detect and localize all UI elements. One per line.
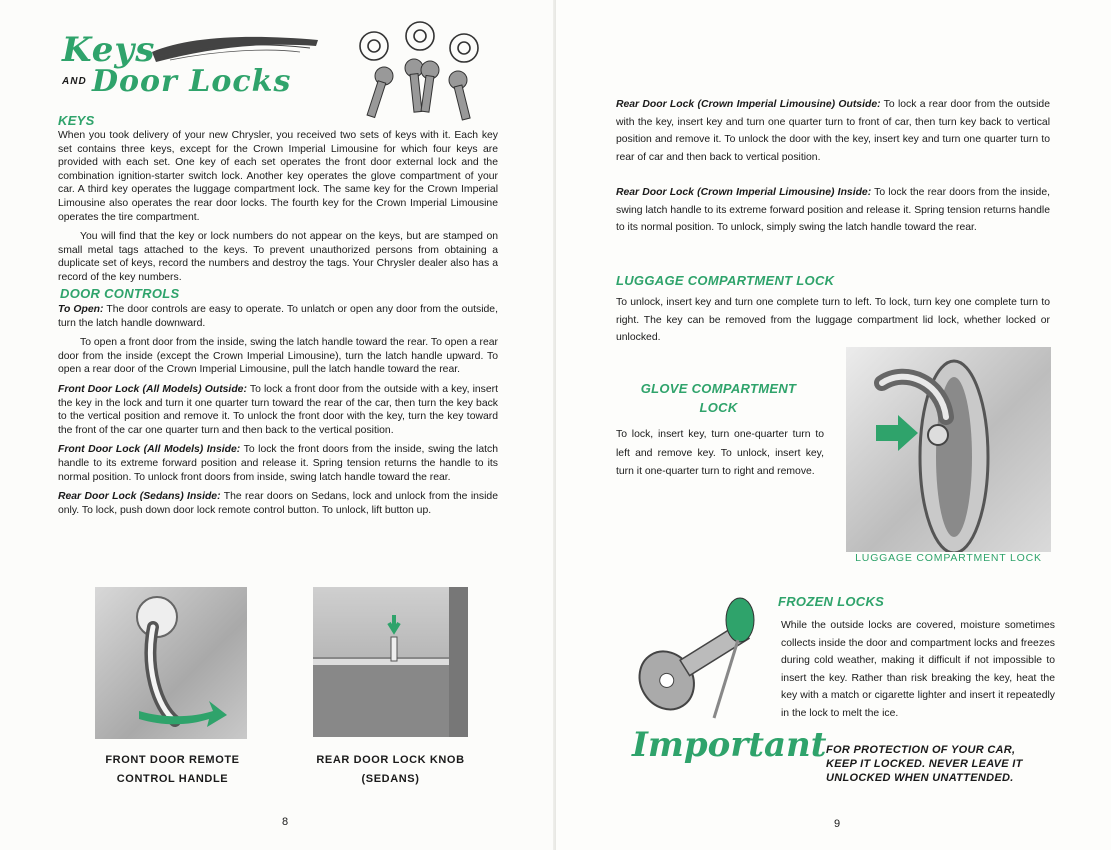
luggage-lock-photo [846, 347, 1051, 552]
to-open-lead: To Open: [58, 304, 104, 315]
keys-paragraph-1: When you took delivery of your new Chrysler, you received two sets of keys with it. Each key set contains three keys, except for the Crown Imperial Limousine for which four keys are provided with each set. One key of each set operates the front door external lock and the combination ignition-starter switch lock. Another key operates the glove compartment of your car. A third key operates the luggage compartment lock. The same key for the Crown Imperial Limousine also operates the rear door locks. The fourth key for the Crown Imperial Limousine operates the tire compartment. [58, 130, 498, 223]
keys-paragraph-2: You will find that the key or lock numbers do not appear on the keys, but are stamped on small metal tags attached to the keys. To prevent unauthorized persons from obtaining a duplicate set of keys, record the numbers and destroy the tags. Your Chrysler dealer also has a record of the key numbers. [58, 231, 498, 283]
limousine-section [616, 96, 1050, 237]
frozen-text: While the outside locks are covered, moisture sometimes collects inside the door and compartment locks and freezes during cold weather, making it difficult if not impossible to insert the key. Rather than risk breaking the key, heat the key with a match or cigarette lighter and insert it repeatedly in the lock to melt the ice. [781, 620, 1055, 719]
title-door-locks: Door Locks [92, 64, 292, 99]
keys-section [58, 129, 498, 285]
luggage-text: To unlock, insert key and turn one complete turn to left. To lock, turn key one complete turn to right. The key can be removed from the luggage compartment lid lock, whether locked or unlocked. [616, 297, 1050, 343]
glove-heading: GLOVE COMPARTMENT LOCK [640, 381, 797, 415]
glove-text: To lock, insert key, turn one-quarter turn to left and remove key. To unlock, insert key, turn it one-quarter turn to right and remove. [616, 429, 824, 477]
frozen-heading: FROZEN LOCKS [778, 594, 885, 609]
caption-front-door: FRONT DOOR REMOTE CONTROL HANDLE [105, 754, 240, 785]
keys-heading: KEYS [58, 113, 95, 128]
caption-rear-door: REAR DOOR LOCK KNOB (SEDANS) [316, 754, 465, 785]
door-handle-photo [95, 587, 247, 739]
title-and: AND [62, 76, 87, 87]
limo-inside-paragraph: Rear Door Lock (Crown Imperial Limousine) Inside: To lock the rear doors from the inside, swing latch handle to its extreme forward position and release it. Spring tension returns handle to its normal position. To unlock, simply swing the latch handle toward the rear. [616, 187, 1050, 233]
lock-knob-photo [313, 587, 468, 737]
page-number-right: 9 [834, 818, 841, 830]
front-inside-paragraph: Front Door Lock (All Models) Inside: To lock the front doors from the inside, swing the latch handle to its extreme forward position and release it. Spring tension returns the handle to its normal position. To unlock front doors from inside, swing latch handle toward the rear. [58, 444, 499, 483]
luggage-heading: LUGGAGE COMPARTMENT LOCK [616, 273, 835, 288]
door-controls-section [58, 303, 498, 517]
rear-sedan-paragraph: Rear Door Lock (Sedans) Inside: The rear doors on Sedans, lock and unlock from the inside only. To lock, push down door lock remote control button. To unlock, lift button up. [58, 491, 498, 516]
title-keys: Keys [62, 30, 156, 70]
page-number-left: 8 [282, 816, 289, 828]
important-note: FOR PROTECTION OF YOUR CAR, KEEP IT LOCKED. NEVER LEAVE IT UNLOCKED WHEN UNATTENDED. [826, 744, 1023, 784]
luggage-caption: LUGGAGE COMPARTMENT LOCK [855, 552, 1042, 564]
right-page [556, 0, 1111, 850]
important-script: Important [632, 725, 827, 765]
to-open-paragraph: To Open: The door controls are easy to operate. To unlatch or open any door from the outside, turn the latch handle downward. [58, 304, 498, 329]
limo-outside-paragraph: Rear Door Lock (Crown Imperial Limousine) Outside: To lock a rear door from the outside with the key, insert key and turn one quarter turn to front of car, then turn key back to vertical position and remove it. To unlock the door with the key, insert key and turn one quarter turn to rear of car and then back to vertical position. [616, 99, 1050, 163]
frozen-key-illustration-icon [628, 590, 768, 720]
front-outside-paragraph: Front Door Lock (All Models) Outside: To lock a front door from the outside with a key, insert the key in the lock and turn it one quarter turn toward the rear of the car, then turn the key back to the vertical position and remove it. To unlock the front door with the key, turn the key toward the front of the car one quarter turn and then back to the vertical position. [58, 383, 499, 436]
door-controls-heading: DOOR CONTROLS [60, 286, 180, 301]
to-open-paragraph-2: To open a front door from the inside, swing the latch handle toward the rear. To open a rear door from the inside (except the Crown Imperial Limousine), turn the latch handle upward. To open a rear door of the Crown Imperial Limousine, pull the latch handle toward the rear. [58, 337, 498, 376]
keys-illustration-icon [352, 18, 492, 128]
